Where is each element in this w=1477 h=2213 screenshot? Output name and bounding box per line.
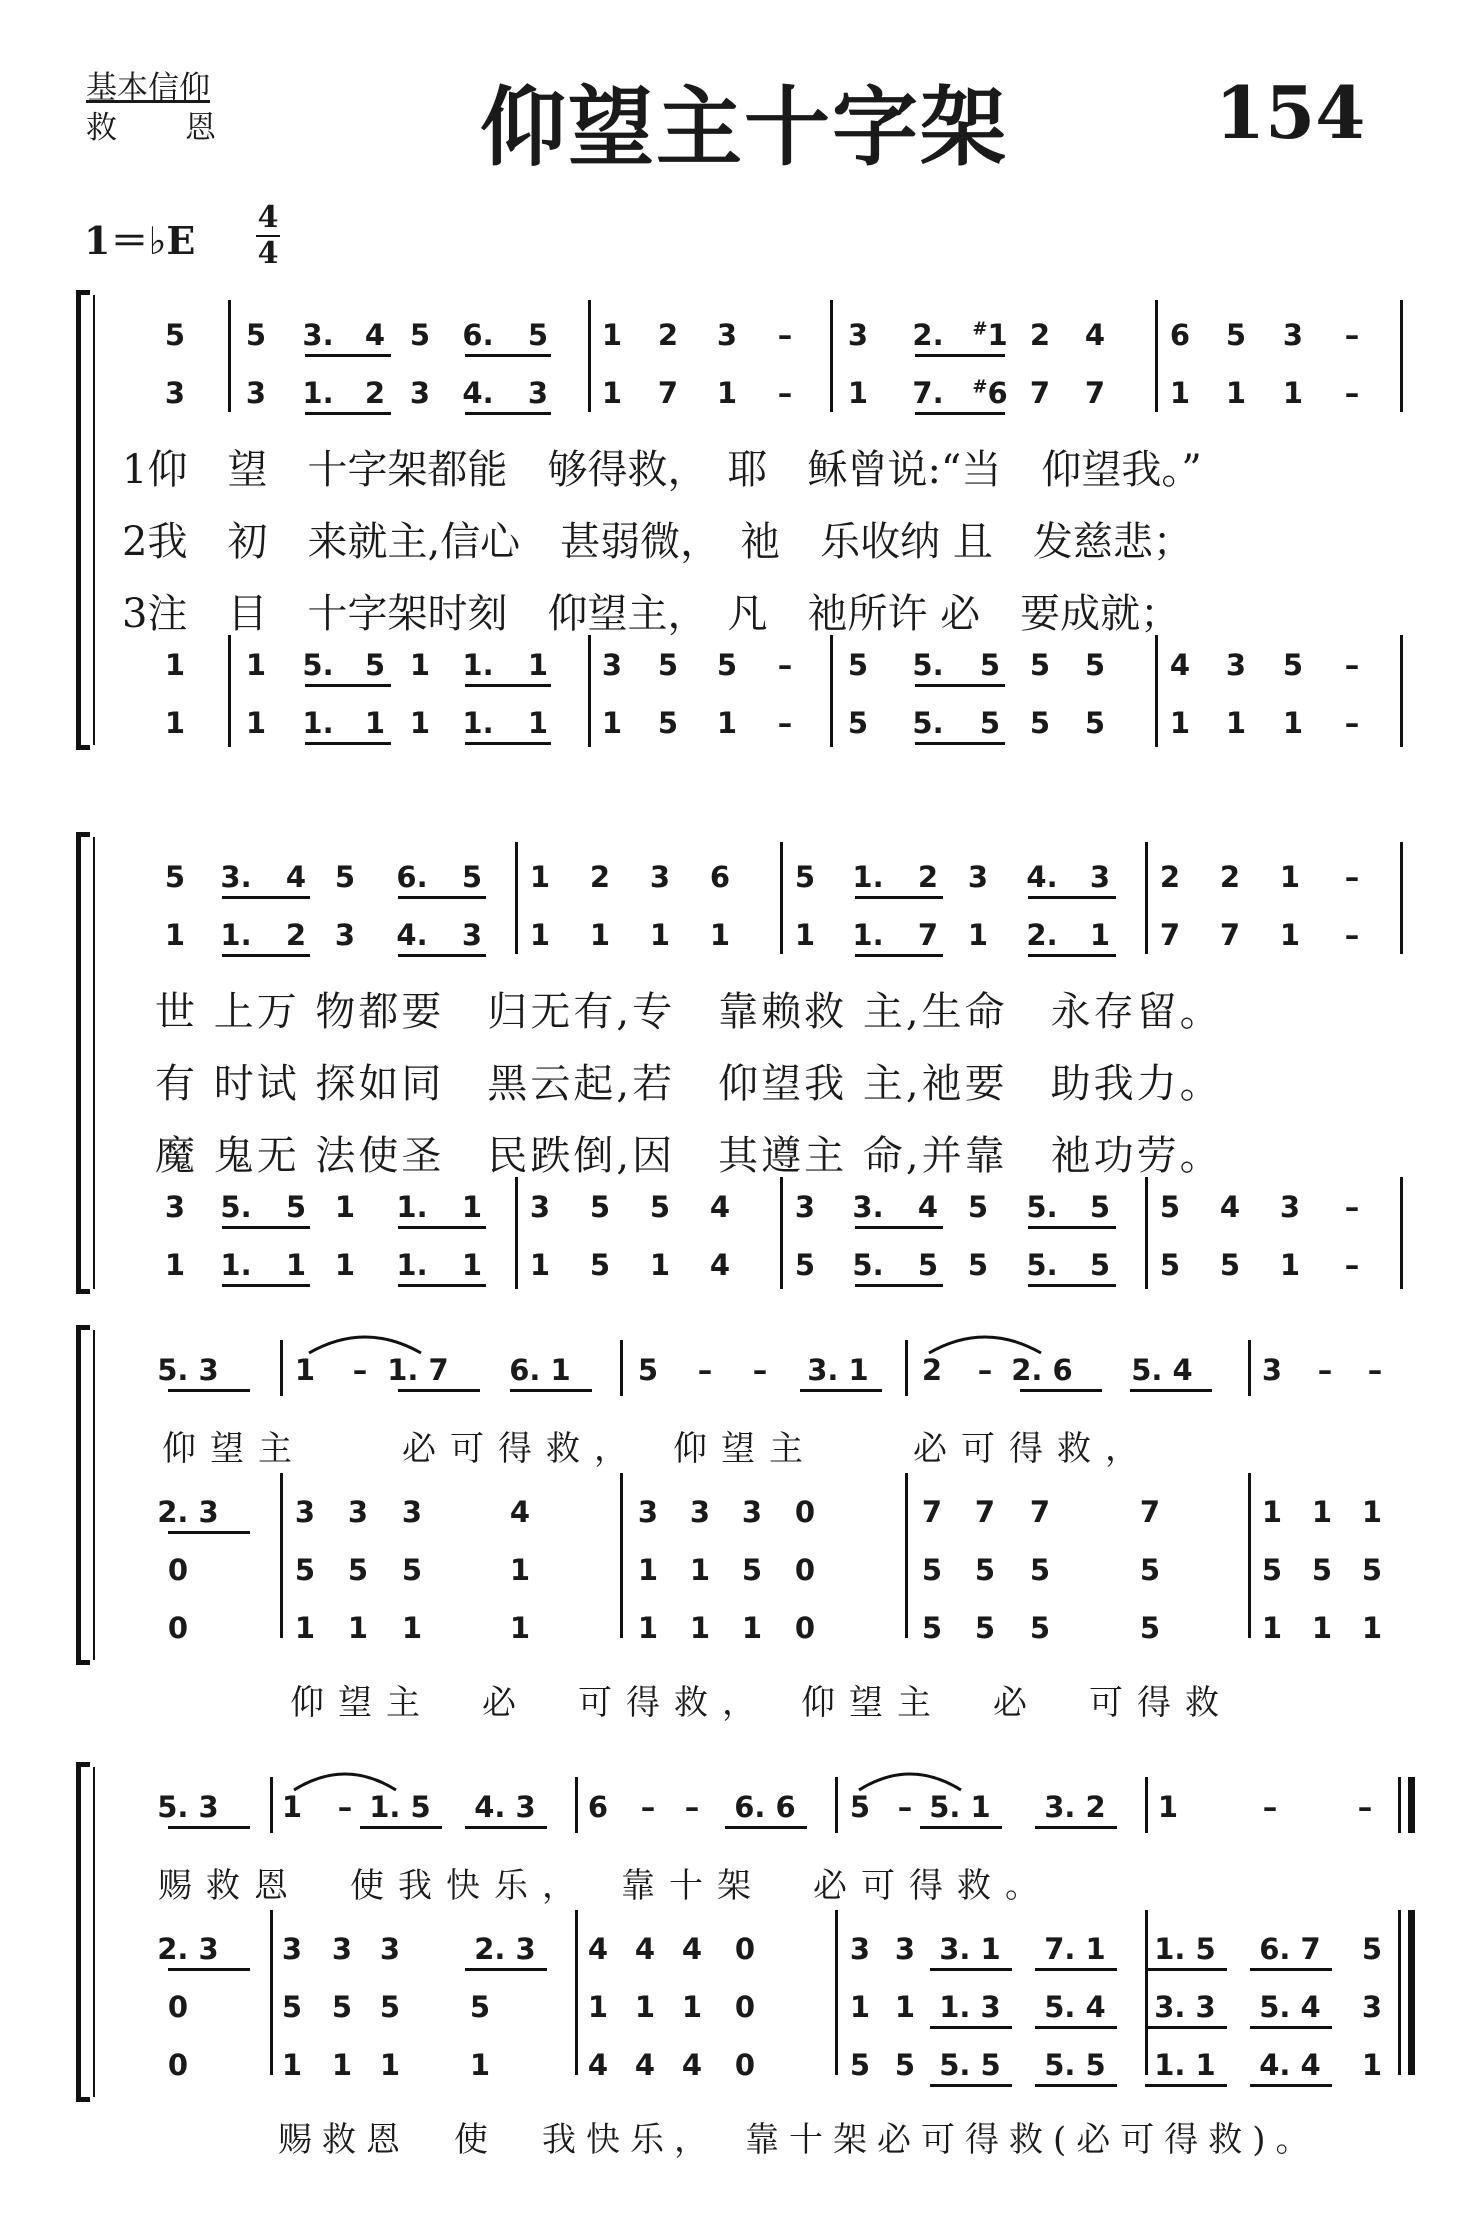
verse-1-lyrics: 1仰 望 十字架都能 够得救， 耶 稣曾说:“当 仰望我。” — [122, 447, 1202, 493]
hymn-title: 仰望主十字架 — [480, 77, 1008, 178]
time-numerator: 4 — [257, 200, 279, 235]
tenor-row: 3 5. 5 1 1. 1 3 5 5 4 3 3. 4 5 5. 5 5 4 3 – — [0, 1190, 1477, 1230]
system-2 — [0, 832, 1477, 1294]
harmony-row-b: 0 5 5 5 1 1 1 5 0 5 5 5 5 5 5 5 — [167, 1553, 1383, 1587]
time-signature — [256, 202, 280, 270]
alto-row: 3 3 1. 2 3 4. 3 1 7 1 – 1 7. #6 7 7 1 1 1 – — [0, 376, 1477, 416]
harmony-row-b: 0 5 5 5 5 1 1 1 0 1 1 1. 3 5. 4 3. 3 5. 4 3 — [0, 1990, 1477, 2030]
harmony-row-c: 0 1 1 1 1 4 4 4 0 5 5 5. 5 5. 5 1. 1 4. 4 1 — [0, 2048, 1477, 2088]
verse-3-lyrics: 3注 目 十字架时刻 仰望主， 凡 祂所许 必 要成就； — [122, 591, 1181, 637]
lyrics-top: 仰望主 必可得救， 仰望主 必可得救， — [162, 1429, 1153, 1469]
harmony-row-a: 2. 3 3 3 3 2. 3 4 4 4 0 3 3 3. 1 7. 1 1. 5 6. 7 5 — [0, 1932, 1477, 1972]
hymn-number: 154 — [1215, 70, 1366, 155]
subcategory-label: 救 恩 — [86, 110, 218, 146]
verse-1-lyrics: 世 上万 物都要 归无有,专 靠赖救 主,生命 永存留。 — [155, 989, 1223, 1035]
key-signature: 1＝♭E — [84, 218, 196, 263]
verse-3-lyrics: 魔 鬼无 法使圣 民跌倒,因 其遵主 命,并靠 祂功劳。 — [155, 1133, 1223, 1179]
system-3 — [0, 1325, 1477, 1665]
tenor-row: 1 1 5. 5 1 1. 1 3 5 5 – 5 5. 5 5 5 4 3 5 – — [0, 648, 1477, 688]
category-label: 基本信仰 — [86, 70, 210, 106]
lyrics-top: 赐救恩 使我快乐， 靠十架 必可得救。 — [158, 1866, 1053, 1906]
harmony-row-c: 0 1 1 1 1 1 1 1 0 5 5 5 5 1 1 1 — [167, 1611, 1383, 1645]
harmony-row-a: 2. 3 3 3 3 4 3 3 3 0 7 7 7 7 1 1 1 — [0, 1495, 1477, 1535]
verse-2-lyrics: 有 时试 探如同 黑云起,若 仰望我 主,祂要 助我力。 — [155, 1061, 1223, 1107]
time-denominator: 4 — [257, 236, 279, 271]
lyrics-bottom: 赐救恩 使 我快乐， 靠十架必可得救(必可得救)。 — [278, 2120, 1320, 2160]
verse-2-lyrics: 2我 初 来就主,信心 甚弱微， 祂 乐收纳 且 发慈悲； — [122, 519, 1193, 565]
system-1 — [0, 290, 1477, 750]
melody-row: 5. 3 1 – 1. 7 6. 1 5 – – 3. 1 2 – 2. 6 5. 4 3 – – — [0, 1353, 1477, 1393]
system-4 — [0, 1762, 1477, 2102]
lyrics-bottom: 仰望主 必 可得救， 仰望主 必 可得救 — [290, 1683, 1233, 1723]
bass-row: 1 1 1. 1 1 1. 1 1 5 1 – 5 5. 5 5 5 1 1 1 – — [0, 706, 1477, 746]
soprano-row: 5 5 3. 4 5 6. 5 1 2 3 – 3 2. #1 2 4 6 5 3 – — [0, 318, 1477, 358]
bass-row: 1 1. 1 1 1. 1 1 5 1 4 5 5. 5 5 5. 5 5 5 1 – — [0, 1248, 1477, 1288]
alto-row: 1 1. 2 3 4. 3 1 1 1 1 1 1. 7 1 2. 1 7 7 1 – — [0, 918, 1477, 958]
soprano-row: 5 3. 4 5 6. 5 1 2 3 6 5 1. 2 3 4. 3 2 2 1 – — [0, 860, 1477, 900]
melody-row: 5. 3 1 – 1. 5 4. 3 6 – – 6. 6 5 – 5. 1 3. 2 1 – – — [0, 1790, 1477, 1830]
